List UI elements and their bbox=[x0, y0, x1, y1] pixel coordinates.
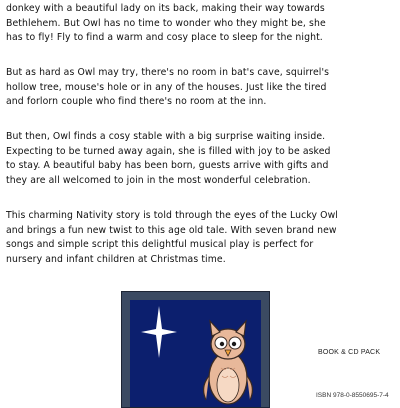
isbn-number: ISBN 978-0-8550695-7-4 bbox=[316, 392, 389, 399]
blurb-paragraph-3: But then, Owl finds a cosy stable with a big surprise waiting inside. Expecting to be turned away again, she is filled with joy to be asked to stay. A beautiful baby has been born, guests arrive with gifts and they are all welcomed to join in the most wonderful celebration. bbox=[6, 131, 331, 186]
cover-illustration bbox=[121, 291, 270, 408]
blurb-paragraph-4: This charming Nativity story is told through the eyes of the Lucky Owl and brings a fun new twist to this age old tale. With seven brand new songs and simple script this delightful musical play is perfect for nursery and infant children at Christmas time. bbox=[6, 210, 338, 265]
owl-window-illustration bbox=[122, 292, 269, 407]
pack-label: BOOK & CD PACK bbox=[318, 349, 381, 356]
blurb-paragraph-1: donkey with a beautiful lady on its back, making their way towards Bethlehem. But Owl has no time to wonder who they might be, she has to fly! Fly to find a warm and cosy place to sleep for the night. bbox=[6, 3, 326, 44]
blurb-paragraph-2: But as hard as Owl may try, there's no room in bat's cave, squirrel's hollow tree, mouse's hole or in any of the houses. Just like the tired and forlorn couple who find there's no room at the inn. bbox=[6, 67, 330, 108]
